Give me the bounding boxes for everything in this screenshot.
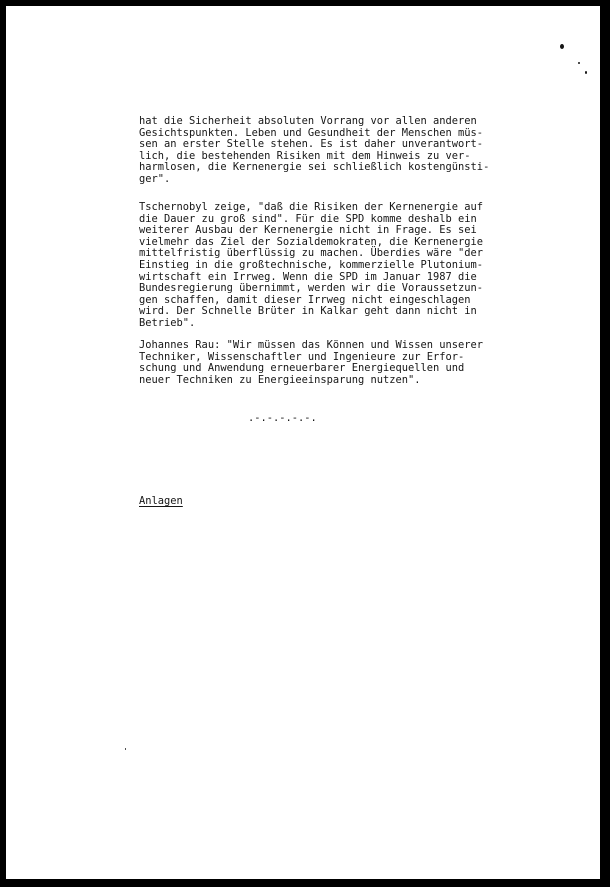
scan-speck: [585, 71, 587, 74]
scan-speck: [578, 62, 580, 64]
section-separator: .-.-.-.-.-.: [248, 412, 317, 424]
scan-speck: [560, 44, 564, 49]
attachments-label: Anlagen: [139, 495, 183, 507]
scan-speck: [125, 748, 126, 750]
paragraph-safety-priority: hat die Sicherheit absoluten Vorrang vor allen anderen Gesichtspunkten. Leben und Gesundheit der Menschen müs- sen an erster Stelle stehen. Es ist daher unverantwort- lich, die bestehenden Risiken mit dem Hinweis zu ver- harmlosen, die Kernenergie sei schließlich kostengünsti- ger".: [139, 115, 490, 185]
paragraph-chernobyl: Tschernobyl zeige, "daß die Risiken der Kernenergie auf die Dauer zu groß sind". Für die SPD komme deshalb ein weiterer Ausbau der Kernenergie nicht in Frage. Es sei vielmehr das Ziel der Sozialdemokraten, die Kernenergie mittelfristig überflüssig zu machen. Überdies wäre "der Einstieg in die großtechnische, kommerzielle Plutonium- wirtschaft ein Irrweg. Wenn die SPD im Januar 1987 die Bundesregierung übernimmt, werden wir die Voraussetzun- gen schaffen, damit dieser Irrweg nicht eingeschlagen wird. Der Schnelle Brüter in Kalkar geht dann nicht in Betrieb".: [139, 201, 484, 329]
paragraph-johannes-rau-quote: Johannes Rau: "Wir müssen das Können und Wissen unserer Techniker, Wissenschaftler und Ingenieure zur Erfor- schung und Anwendung erneuerbarer Energiequellen und neuer Techniken zu Energieeinsparung nutzen".: [139, 339, 484, 386]
document-sheet: [6, 6, 600, 879]
